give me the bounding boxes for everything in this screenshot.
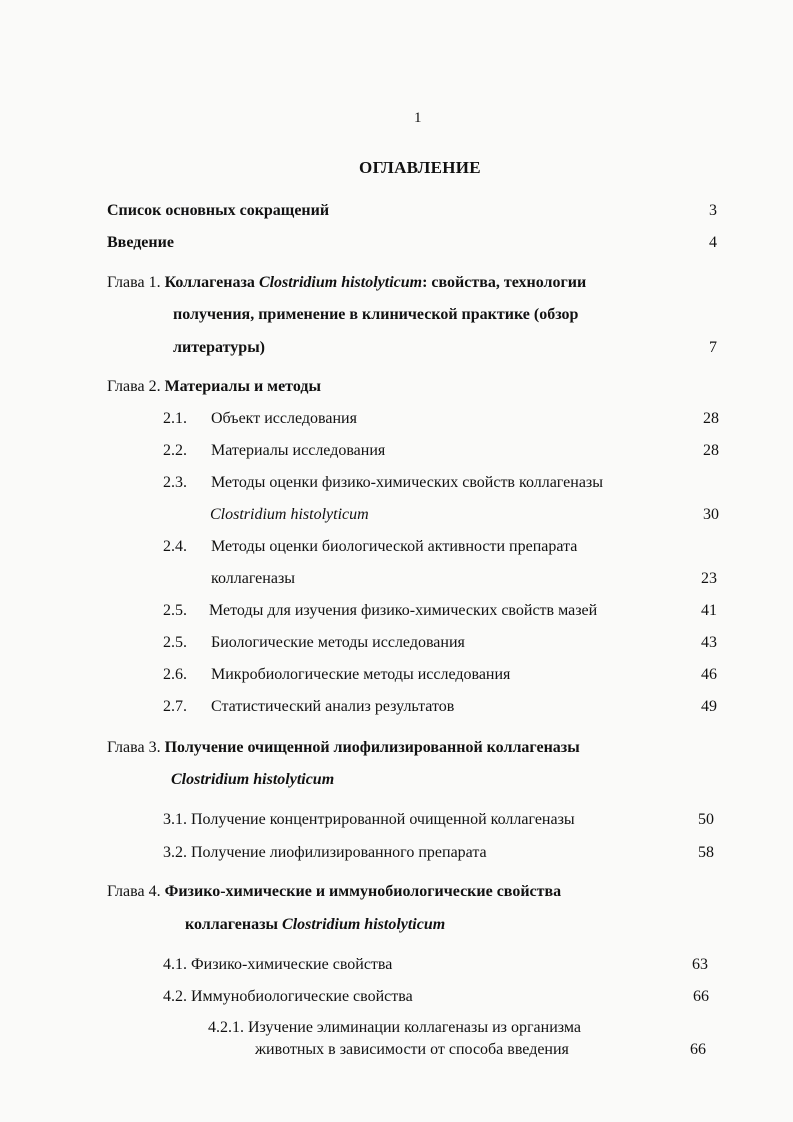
toc-section-label: Микробиологические методы исследования xyxy=(211,666,511,683)
toc-section-number: 2.1. xyxy=(163,410,187,427)
toc-ch1-species: Clostridium histolyticum xyxy=(258,274,423,291)
toc-section-page: 66 xyxy=(693,988,709,1005)
toc-section-number: 2.6. xyxy=(163,666,187,683)
toc-ch3-heading xyxy=(107,740,580,756)
toc-section-label: Методы оценки физико-химических свойств коллагеназы xyxy=(211,474,603,491)
toc-intro-page: 4 xyxy=(709,234,717,251)
toc-section-number: 2.5. xyxy=(163,602,187,619)
toc-section-page: 41 xyxy=(701,602,717,619)
toc-ch2-prefix: Глава 2. xyxy=(107,378,161,395)
toc-ch1-page: 7 xyxy=(709,339,717,356)
toc-ch3-title: Получение очищенной лиофилизированной коллагеназы xyxy=(164,739,580,756)
toc-section-label: Статистический анализ результатов xyxy=(211,698,455,715)
toc-section-page: 46 xyxy=(701,666,717,683)
toc-section-label: Биологические методы исследования xyxy=(211,634,465,651)
toc-subsection-label: 4.2.1. Изучение элиминации коллагеназы из организма xyxy=(208,1019,581,1036)
toc-section-label: Методы для изучения физико-химических свойств мазей xyxy=(209,602,598,619)
toc-ch1-title-part1: Коллагеназа xyxy=(164,274,255,291)
toc-abbrev-label: Список основных сокращений xyxy=(107,202,330,219)
toc-section-label: Материалы исследования xyxy=(211,442,386,459)
toc-section-label: 3.2. Получение лиофилизированного препарата xyxy=(163,844,487,861)
toc-ch1-prefix: Глава 1. xyxy=(107,274,161,291)
toc-section-label: Объект исследования xyxy=(211,410,357,427)
toc-ch4-species: Clostridium histolyticum xyxy=(282,916,446,933)
toc-intro-label: Введение xyxy=(107,234,174,251)
toc-ch3-title-cont: Clostridium histolyticum xyxy=(171,771,335,788)
toc-ch3-prefix: Глава 3. xyxy=(107,739,161,756)
toc-section-page: 50 xyxy=(698,811,714,828)
page-title: ОГЛАВЛЕНИЕ xyxy=(359,158,481,177)
toc-ch2-heading xyxy=(107,379,321,395)
toc-ch1-title-part2: : свойства, технологии xyxy=(422,274,587,291)
toc-section-number: 2.2. xyxy=(163,442,187,459)
toc-ch4-title-word: коллагеназы xyxy=(185,916,279,933)
toc-section-page: 49 xyxy=(701,698,717,715)
toc-section-number: 2.4. xyxy=(163,538,187,555)
toc-ch4-heading xyxy=(107,884,561,900)
toc-section-label: 4.1. Физико-химические свойства xyxy=(163,956,393,973)
toc-ch4-prefix: Глава 4. xyxy=(107,883,161,900)
toc-section-page: 58 xyxy=(698,844,714,861)
toc-ch2-title: Материалы и методы xyxy=(164,378,321,395)
toc-section-page: 23 xyxy=(701,570,717,587)
toc-section-number: 2.7. xyxy=(163,698,187,715)
toc-section-page: 28 xyxy=(703,410,719,427)
toc-section-page: 28 xyxy=(703,442,719,459)
toc-section-page: 66 xyxy=(690,1041,706,1058)
toc-section-label-cont: коллагеназы xyxy=(211,570,296,587)
toc-section-label-cont: Clostridium histolyticum xyxy=(210,506,369,523)
toc-section-page: 43 xyxy=(701,634,717,651)
toc-section-number: 2.5. xyxy=(163,634,187,651)
toc-abbrev-page: 3 xyxy=(709,202,717,219)
toc-ch1-line3: литературы) xyxy=(173,339,266,356)
toc-section-number: 2.3. xyxy=(163,474,187,491)
toc-ch1-heading xyxy=(107,275,586,291)
toc-ch4-title-cont xyxy=(185,917,445,933)
toc-section-label: Методы оценки биологической активности препарата xyxy=(211,538,578,555)
toc-ch1-line2: получения, применение в клинической практике (обзор xyxy=(173,306,579,323)
toc-section-label: 4.2. Иммунобиологические свойства xyxy=(163,988,413,1005)
toc-ch4-title: Физико-химические и иммунобиологические свойства xyxy=(164,883,562,900)
toc-section-label: 3.1. Получение концентрированной очищенной коллагеназы xyxy=(163,811,575,828)
toc-subsection-label-cont: животных в зависимости от способа введения xyxy=(255,1041,569,1058)
toc-section-page: 30 xyxy=(703,506,719,523)
page-number: 1 xyxy=(414,110,422,126)
toc-section-page: 63 xyxy=(692,956,708,973)
